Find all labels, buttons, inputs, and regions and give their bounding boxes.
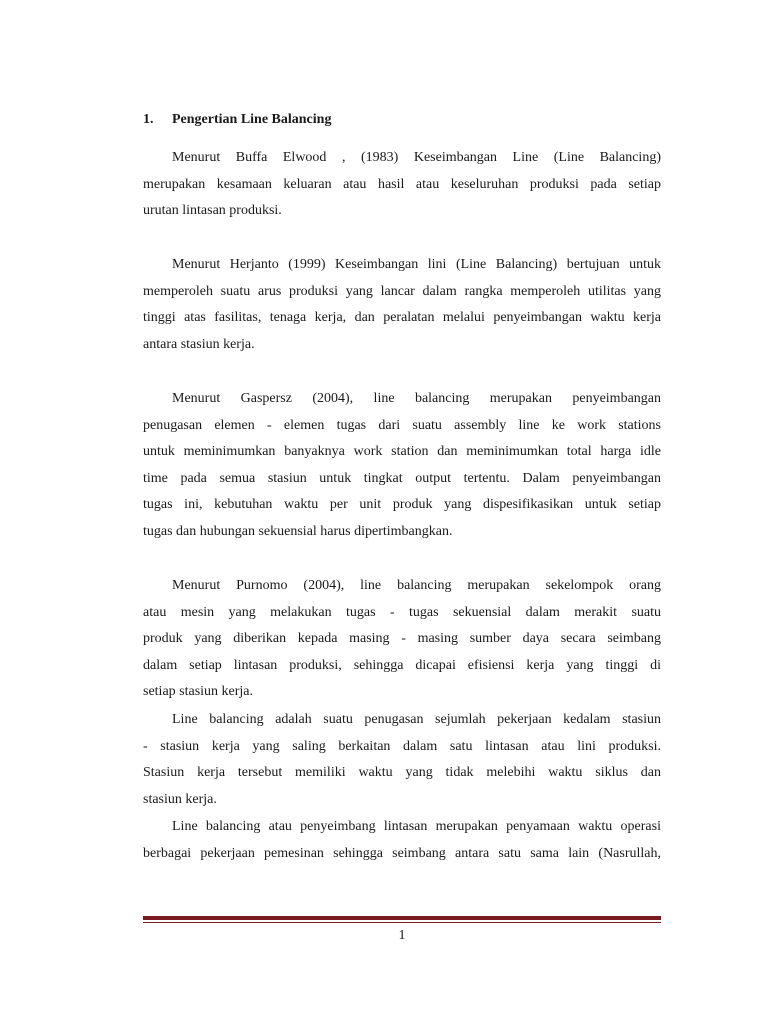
paragraph-line-balancing-definition bbox=[143, 707, 661, 813]
text-line: merupakan kesamaan keluaran atau hasil atau keseluruhan produksi pada setiap bbox=[143, 176, 661, 192]
text-line: Menurut Gaspersz (2004), line balancing merupakan penyeimbangan bbox=[172, 391, 661, 406]
paragraph-gaspersz bbox=[143, 386, 661, 546]
text-line: - stasiun kerja yang saling berkaitan dalam satu lintasan atau lini produksi. bbox=[143, 738, 661, 754]
text-line: memperoleh suatu arus produksi yang lancar dalam rangka memperoleh utilitas yang bbox=[143, 283, 661, 299]
text-line: tinggi atas fasilitas, tenaga kerja, dan peralatan melalui penyeimbangan waktu kerja bbox=[143, 310, 661, 326]
section-heading bbox=[143, 110, 331, 130]
text-line: Menurut Purnomo (2004), line balancing merupakan sekelompok orang bbox=[172, 578, 661, 593]
section-title: Pengertian Line Balancing bbox=[172, 112, 332, 127]
text-line: tugas ini, kebutuhan waktu per unit produk yang dispesifikasikan untuk setiap bbox=[143, 497, 661, 513]
text-line: Line balancing atau penyeimbang lintasan merupakan penyamaan waktu operasi bbox=[172, 819, 661, 834]
text-line: Menurut Herjanto (1999) Keseimbangan lini (Line Balancing) bertujuan untuk bbox=[172, 257, 661, 272]
text-line: produk yang diberikan kepada masing - masing sumber daya secara seimbang bbox=[143, 631, 661, 647]
text-line: untuk meminimumkan banyaknya work station dan meminimumkan total harga idle bbox=[143, 444, 661, 460]
paragraph-buffa-elwood bbox=[143, 145, 661, 225]
text-line: urutan lintasan produksi. bbox=[143, 203, 282, 219]
text-line: Line balancing adalah suatu penugasan sejumlah pekerjaan kedalam stasiun bbox=[172, 712, 661, 727]
section-number: 1. bbox=[143, 112, 154, 127]
footer-rule bbox=[143, 916, 661, 924]
text-line: berbagai pekerjaan pemesinan sehingga seimbang antara satu sama lain (Nasrullah, bbox=[143, 845, 661, 861]
footer-rule-thin bbox=[143, 922, 661, 923]
text-line: setiap stasiun kerja. bbox=[143, 684, 254, 700]
paragraph-herjanto bbox=[143, 252, 661, 358]
text-line: stasiun kerja. bbox=[143, 791, 217, 807]
text-line: time pada semua stasiun untuk tingkat output tertentu. Dalam penyeimbangan bbox=[143, 470, 661, 486]
page-number: 1 bbox=[398, 928, 406, 943]
text-line: atau mesin yang melakukan tugas - tugas sekuensial dalam merakit suatu bbox=[143, 604, 661, 620]
text-line: Menurut Buffa Elwood , (1983) Keseimbangan Line (Line Balancing) bbox=[172, 150, 661, 165]
paragraph-purnomo bbox=[143, 573, 661, 706]
footer-rule-thick bbox=[143, 916, 661, 920]
text-line: dalam setiap lintasan produksi, sehingga dicapai efisiensi kerja yang tinggi di bbox=[143, 657, 661, 673]
text-line: antara stasiun kerja. bbox=[143, 336, 255, 352]
text-line: Stasiun kerja tersebut memiliki waktu yang tidak melebihi waktu siklus dan bbox=[143, 765, 661, 781]
text-line: tugas dan hubungan sekuensial harus dipertimbangkan. bbox=[143, 523, 453, 539]
paragraph-nasrullah bbox=[143, 814, 661, 867]
text-line: penugasan elemen - elemen tugas dari suatu assembly line ke work stations bbox=[143, 417, 661, 433]
